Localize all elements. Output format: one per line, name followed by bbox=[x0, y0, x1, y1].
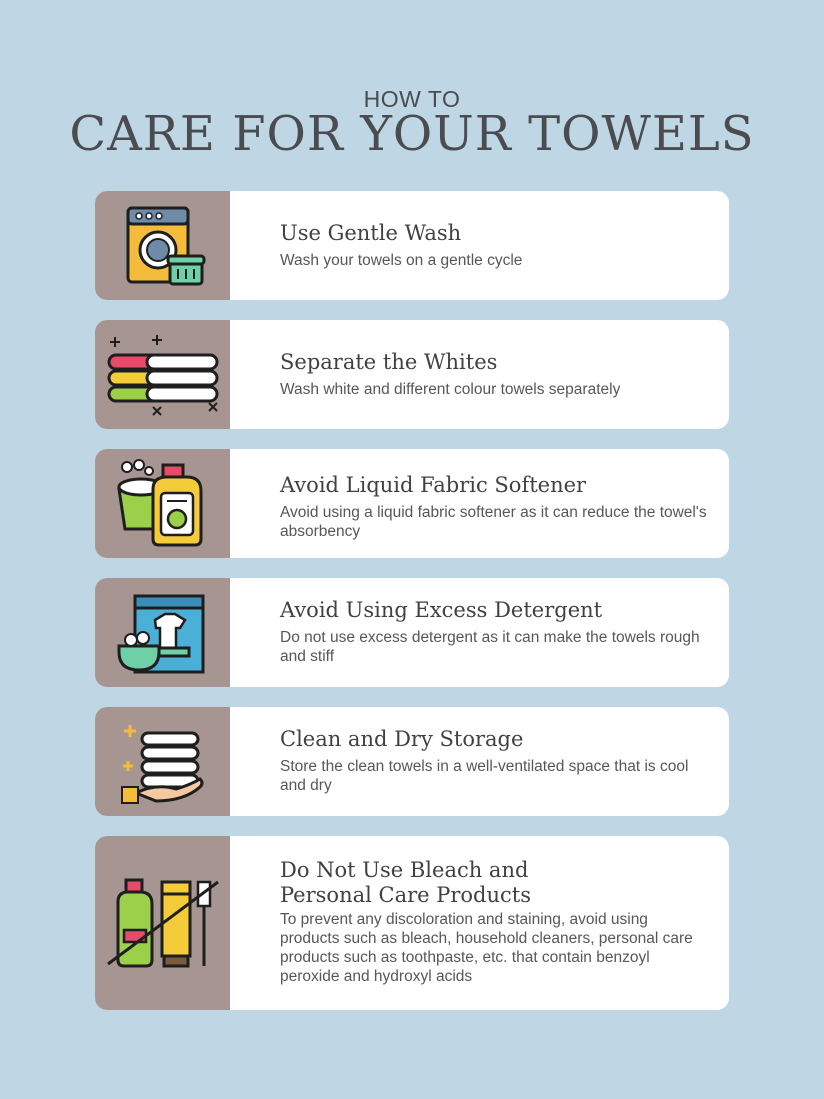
page-subtitle: HOW TO bbox=[363, 86, 461, 112]
tip-description: Wash your towels on a gentle cycle bbox=[280, 252, 523, 269]
stacked-towels-icon bbox=[105, 333, 221, 417]
no-bleach-icon bbox=[106, 878, 220, 968]
tip-title: Do Not Use Bleach and Personal Care Products bbox=[280, 858, 531, 907]
tip-title: Use Gentle Wash bbox=[280, 221, 462, 245]
tip-card-clean-dry-storage bbox=[95, 707, 729, 816]
washing-machine-icon bbox=[118, 204, 208, 288]
tip-title: Separate the Whites bbox=[280, 350, 498, 374]
tip-card-separate-whites bbox=[95, 320, 729, 429]
tip-description: Do not use excess detergent as it can make the towels rough and stiff bbox=[280, 629, 700, 665]
icon-panel bbox=[95, 836, 230, 1010]
tip-description: Store the clean towels in a well-ventilated space that is cool and dry bbox=[280, 758, 689, 794]
tip-description: Wash white and different colour towels separately bbox=[280, 381, 621, 398]
tip-card-no-bleach bbox=[95, 836, 729, 1010]
icon-panel bbox=[95, 191, 230, 300]
tip-title: Avoid Liquid Fabric Softener bbox=[280, 473, 587, 497]
tip-card-fabric-softener bbox=[95, 449, 729, 558]
towels-in-hand-icon bbox=[118, 719, 208, 805]
tip-title: Avoid Using Excess Detergent bbox=[280, 598, 603, 622]
tip-description: Avoid using a liquid fabric softener as it can reduce the towel's absorbency bbox=[280, 504, 707, 540]
page-title: CARE FOR YOUR TOWELS bbox=[69, 106, 755, 162]
tip-card-excess-detergent bbox=[95, 578, 729, 687]
detergent-box-icon bbox=[115, 590, 211, 676]
icon-panel bbox=[95, 578, 230, 687]
tip-title: Clean and Dry Storage bbox=[280, 727, 524, 751]
tip-description: To prevent any discoloration and staining, avoid using products such as bleach, household cleaners, personal care products such as toothpaste, etc. that contain benzoyl peroxide and hydroxyl acids bbox=[280, 911, 693, 985]
tip-card-gentle-wash bbox=[95, 191, 729, 300]
icon-panel bbox=[95, 707, 230, 816]
icon-panel bbox=[95, 449, 230, 558]
fabric-softener-icon bbox=[115, 459, 211, 549]
icon-panel bbox=[95, 320, 230, 429]
